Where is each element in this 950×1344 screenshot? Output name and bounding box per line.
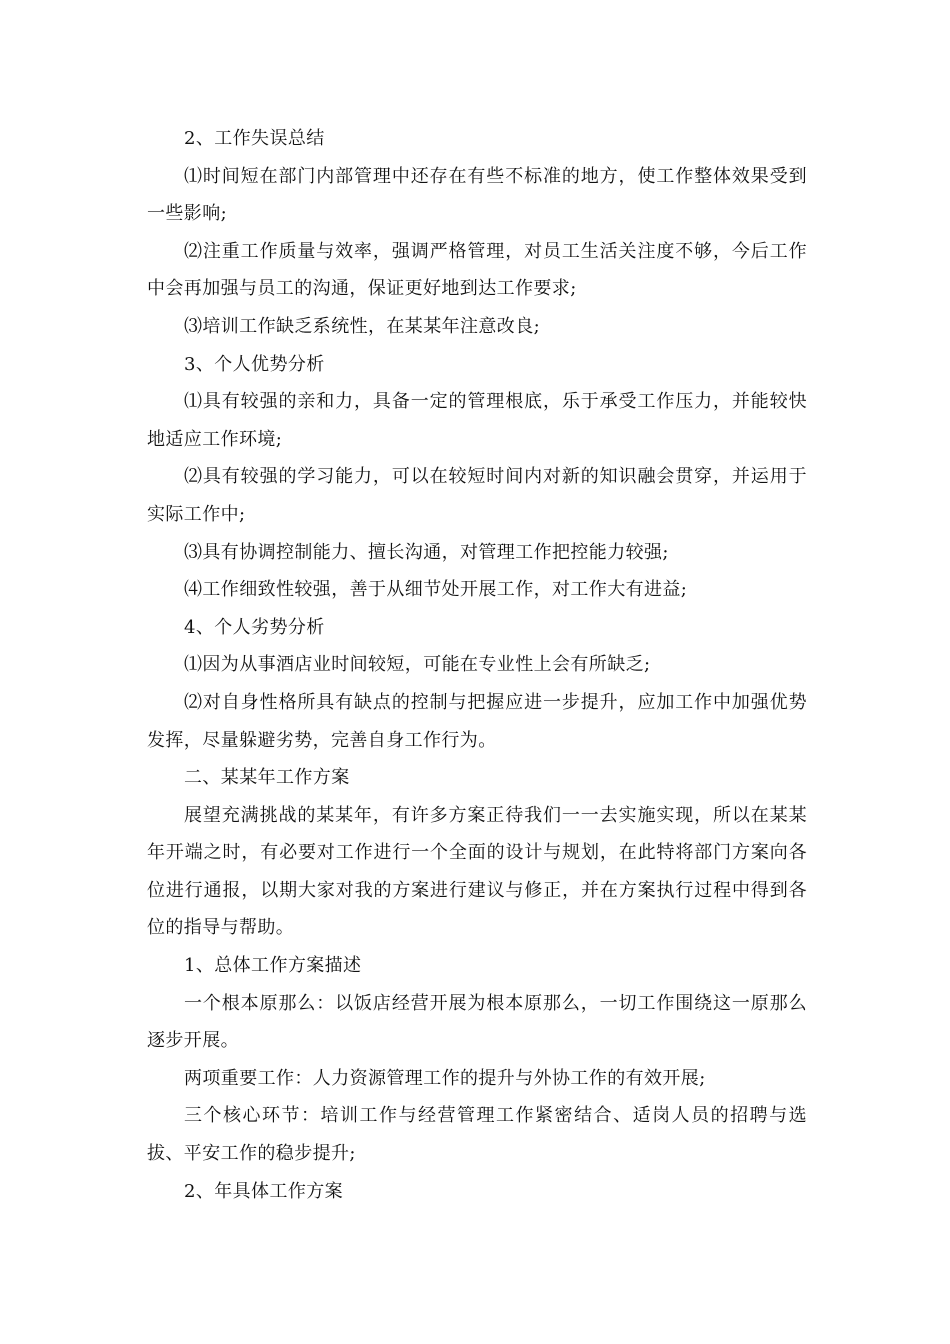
section-heading-specific-plan: 2、年具体工作方案 xyxy=(184,1180,344,1202)
section-heading-strengths: 3、个人优势分析 xyxy=(184,353,325,375)
paragraph: ⑶具有协调控制能力、擅长沟通，对管理工作把控能力较强; xyxy=(184,541,669,563)
paragraph: ⑴具有较强的亲和力，具备一定的管理根底，乐于承受工作压力，并能较快地适应工作环境; xyxy=(147,391,807,450)
paragraph: 展望充满挑战的某某年，有许多方案正待我们一一去实施实现，所以在某某年开端之时，有必要对工作进行一个全面的设计与规划，在此特将部门方案向各位进行通报，以期大家对我的方案进行建议与修正，并在方案执行过程中得到各位的指导与帮助。 xyxy=(147,804,807,939)
paragraph: 一个根本原那么：以饭店经营开展为根本原那么，一切工作围绕这一原那么逐步开展。 xyxy=(147,992,807,1052)
section-heading-work-mistakes: 2、工作失误总结 xyxy=(184,128,325,149)
paragraph: ⑵注重工作质量与效率，强调严格管理，对员工生活关注度不够，今后工作中会再加强与员工的沟通，保证更好地到达工作要求; xyxy=(147,240,807,300)
section-heading-work-plan: 二、某某年工作方案 xyxy=(184,767,350,789)
paragraph: ⑵具有较强的学习能力，可以在较短时间内对新的知识融会贯穿，并运用于实际工作中; xyxy=(147,466,807,525)
document-body xyxy=(147,120,807,1210)
paragraph: ⑷工作细致性较强，善于从细节处开展工作，对工作大有进益; xyxy=(184,579,688,601)
paragraph: 三个核心环节：培训工作与经营管理工作紧密结合、适岗人员的招聘与选拔、平安工作的稳步提升; xyxy=(147,1105,807,1165)
paragraph: ⑶培训工作缺乏系统性，在某某年注意改良; xyxy=(184,315,541,337)
paragraph: ⑵对自身性格所具有缺点的控制与把握应进一步提升，应加工作中加强优势发挥，尽量躲避劣势，完善自身工作行为。 xyxy=(147,691,807,751)
section-heading-weaknesses: 4、个人劣势分析 xyxy=(184,616,325,638)
section-heading-overall-plan: 1、总体工作方案描述 xyxy=(184,955,362,977)
paragraph: ⑴时间短在部门内部管理中还存在有些不标准的地方，使工作整体效果受到一些影响; xyxy=(147,165,807,225)
paragraph: 两项重要工作：人力资源管理工作的提升与外协工作的有效开展; xyxy=(184,1067,706,1089)
paragraph: ⑴因为从事酒店业时间较短，可能在专业性上会有所缺乏; xyxy=(184,654,651,676)
